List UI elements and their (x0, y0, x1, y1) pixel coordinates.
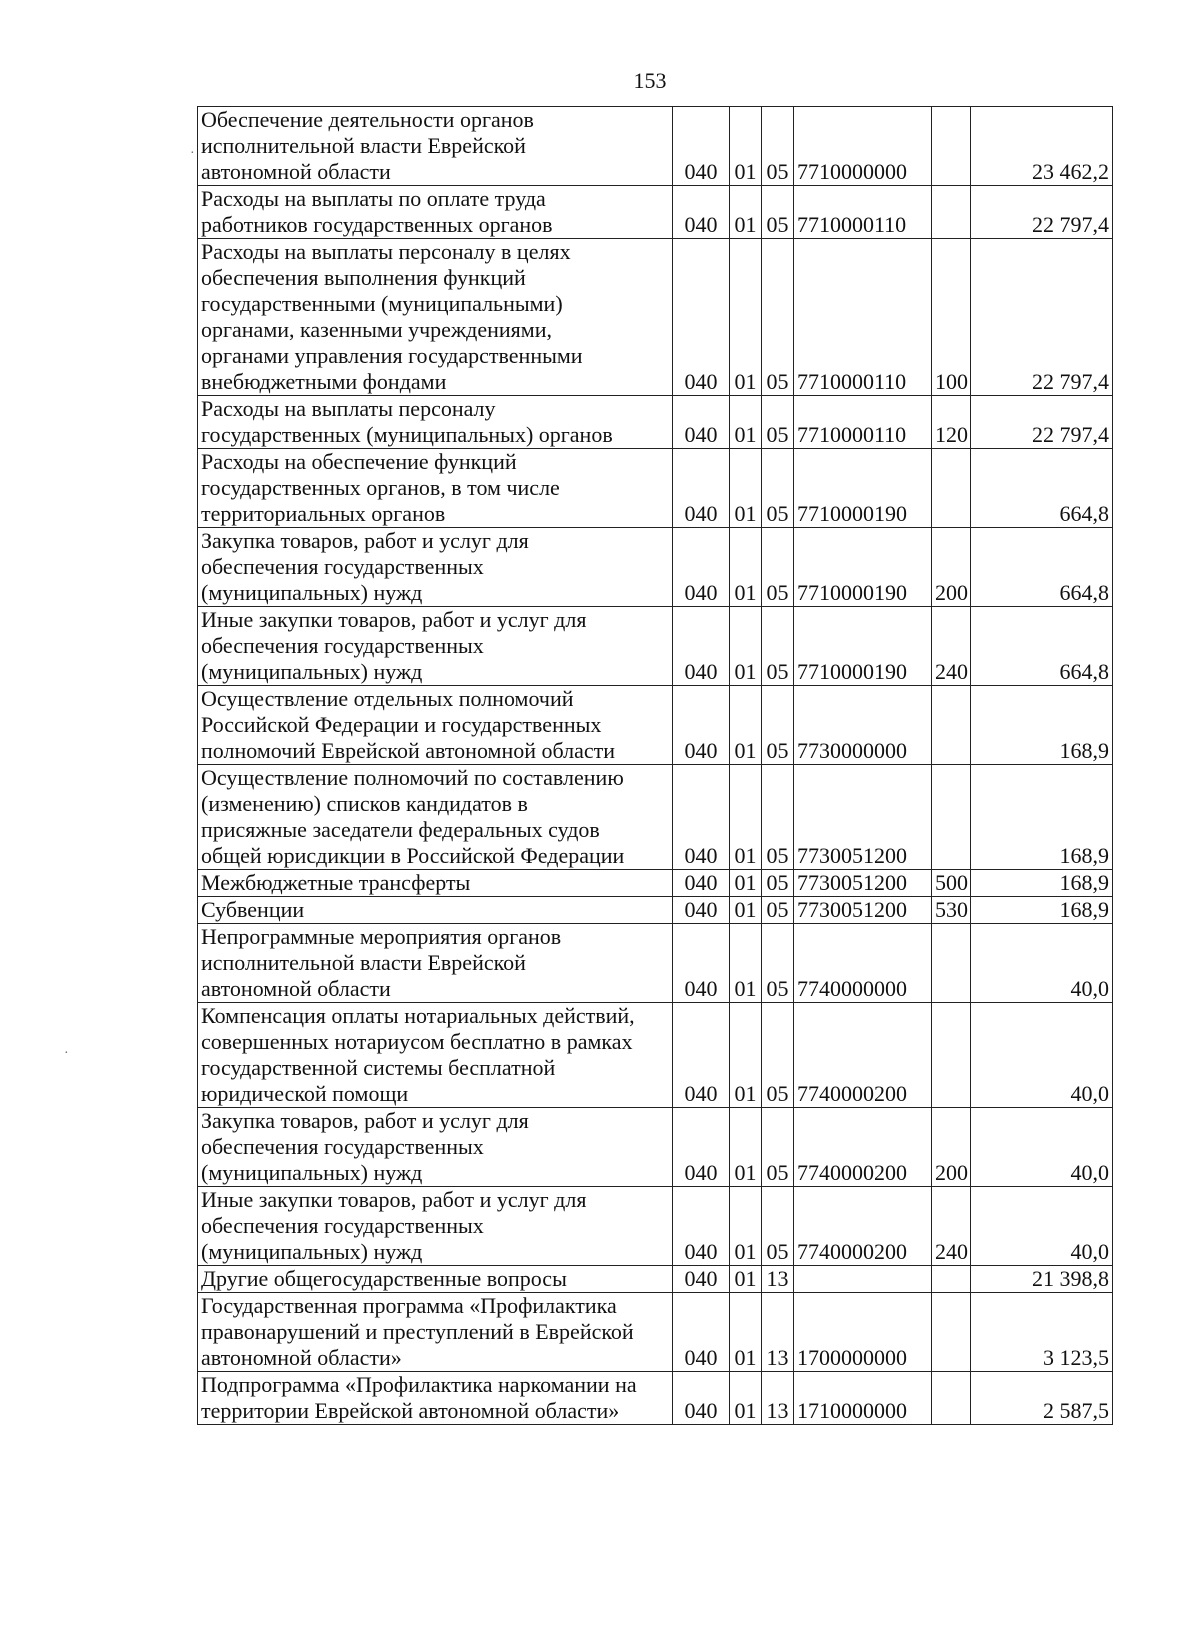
row-name-line: Иные закупки товаров, работ и услуг для (201, 1187, 587, 1212)
subsection-code-cell: 05 (762, 396, 794, 449)
row-name-line: Расходы на выплаты персоналу (201, 396, 496, 421)
row-name-line: Компенсация оплаты нотариальных действий, (201, 1003, 635, 1028)
table-row (198, 528, 1113, 607)
amount-cell: 168,9 (971, 765, 1113, 870)
table-row (198, 870, 1113, 897)
section-code-cell: 01 (730, 1187, 762, 1266)
row-name-line: государственных (муниципальных) органов (201, 422, 613, 447)
amount-cell: 2 587,5 (971, 1372, 1113, 1425)
section-code-cell: 01 (730, 186, 762, 239)
row-name-line: Осуществление отдельных полномочий (201, 686, 574, 711)
expense-type-cell (932, 1003, 971, 1108)
row-name-cell (198, 239, 673, 396)
ved-code-cell: 040 (673, 449, 730, 528)
target-article-cell: 7730051200 (794, 897, 932, 924)
expense-type-cell (932, 765, 971, 870)
expense-type-cell: 200 (932, 528, 971, 607)
expense-type-cell (932, 107, 971, 186)
table-row (198, 607, 1113, 686)
row-name-line: юридической помощи (201, 1081, 409, 1106)
row-name-line: государственных органов, в том числе (201, 475, 560, 500)
ved-code-cell: 040 (673, 1108, 730, 1187)
scan-speck: · (190, 146, 195, 161)
row-name-line: Иные закупки товаров, работ и услуг для (201, 607, 587, 632)
subsection-code-cell: 05 (762, 1003, 794, 1108)
row-name-line: исполнительной власти Еврейской (201, 133, 526, 158)
subsection-code-cell: 05 (762, 107, 794, 186)
target-article-cell: 7710000190 (794, 607, 932, 686)
row-name-line: правонарушений и преступлений в Еврейской (201, 1319, 634, 1344)
amount-cell: 22 797,4 (971, 239, 1113, 396)
amount-cell: 168,9 (971, 897, 1113, 924)
subsection-code-cell: 05 (762, 870, 794, 897)
row-name-cell (198, 396, 673, 449)
table-row (198, 686, 1113, 765)
ved-code-cell: 040 (673, 239, 730, 396)
table-row (198, 1108, 1113, 1187)
target-article-cell: 1700000000 (794, 1293, 932, 1372)
row-name-cell (198, 1293, 673, 1372)
row-name-cell (198, 186, 673, 239)
row-name-line: обеспечения государственных (201, 633, 484, 658)
subsection-code-cell: 05 (762, 186, 794, 239)
ved-code-cell: 040 (673, 924, 730, 1003)
row-name-line: обеспечения государственных (201, 1213, 484, 1238)
ved-code-cell: 040 (673, 107, 730, 186)
amount-cell: 168,9 (971, 686, 1113, 765)
row-name-line: Закупка товаров, работ и услуг для (201, 528, 529, 553)
ved-code-cell: 040 (673, 897, 730, 924)
row-name-cell (198, 1108, 673, 1187)
row-name-line: (муниципальных) нужд (201, 1239, 423, 1264)
target-article-cell: 7740000000 (794, 924, 932, 1003)
row-name-line: Непрограммные мероприятия органов (201, 924, 562, 949)
expense-type-cell: 120 (932, 396, 971, 449)
row-name-line: территории Еврейской автономной области» (201, 1398, 620, 1423)
row-name-line: полномочий Еврейской автономной области (201, 738, 616, 763)
expense-type-cell: 240 (932, 607, 971, 686)
section-code-cell: 01 (730, 924, 762, 1003)
ved-code-cell: 040 (673, 1372, 730, 1425)
subsection-code-cell: 05 (762, 1187, 794, 1266)
ved-code-cell: 040 (673, 1003, 730, 1108)
table-row (198, 186, 1113, 239)
ved-code-cell: 040 (673, 870, 730, 897)
amount-cell: 3 123,5 (971, 1293, 1113, 1372)
subsection-code-cell: 05 (762, 607, 794, 686)
table-row (198, 1293, 1113, 1372)
section-code-cell: 01 (730, 897, 762, 924)
row-name-line: органами управления государственными (201, 343, 583, 368)
target-article-cell (794, 1266, 932, 1293)
subsection-code-cell: 05 (762, 239, 794, 396)
row-name-line: Российской Федерации и государственных (201, 712, 602, 737)
subsection-code-cell: 05 (762, 924, 794, 1003)
target-article-cell: 1710000000 (794, 1372, 932, 1425)
row-name-cell (198, 897, 673, 924)
table-row (198, 924, 1113, 1003)
amount-cell: 22 797,4 (971, 186, 1113, 239)
row-name-line: Подпрограмма «Профилактика наркомании на (201, 1372, 637, 1397)
row-name-line: работников государственных органов (201, 212, 553, 237)
section-code-cell: 01 (730, 686, 762, 765)
row-name-line: общей юрисдикции в Российской Федерации (201, 843, 625, 868)
subsection-code-cell: 13 (762, 1372, 794, 1425)
amount-cell: 168,9 (971, 870, 1113, 897)
row-name-line: (муниципальных) нужд (201, 659, 423, 684)
page-number: 153 (633, 68, 667, 93)
row-name-line: автономной области (201, 159, 391, 184)
target-article-cell: 7740000200 (794, 1003, 932, 1108)
amount-cell: 40,0 (971, 924, 1113, 1003)
ved-code-cell: 040 (673, 186, 730, 239)
target-article-cell: 7710000110 (794, 396, 932, 449)
budget-table (197, 106, 1113, 1425)
row-name-line: Расходы на выплаты персоналу в целях (201, 239, 571, 264)
table-row (198, 1266, 1113, 1293)
target-article-cell: 7740000200 (794, 1187, 932, 1266)
amount-cell: 40,0 (971, 1003, 1113, 1108)
ved-code-cell: 040 (673, 1187, 730, 1266)
ved-code-cell: 040 (673, 1293, 730, 1372)
subsection-code-cell: 13 (762, 1293, 794, 1372)
row-name-cell (198, 607, 673, 686)
section-code-cell: 01 (730, 1003, 762, 1108)
row-name-cell (198, 449, 673, 528)
table-row (198, 239, 1113, 396)
expense-type-cell (932, 686, 971, 765)
row-name-cell (198, 528, 673, 607)
section-code-cell: 01 (730, 870, 762, 897)
subsection-code-cell: 13 (762, 1266, 794, 1293)
table-row (198, 107, 1113, 186)
amount-cell: 23 462,2 (971, 107, 1113, 186)
row-name-line: Расходы на выплаты по оплате труда (201, 186, 546, 211)
amount-cell: 40,0 (971, 1108, 1113, 1187)
expense-type-cell: 200 (932, 1108, 971, 1187)
expense-type-cell: 240 (932, 1187, 971, 1266)
row-name-line: Государственная программа «Профилактика (201, 1293, 617, 1318)
section-code-cell: 01 (730, 1108, 762, 1187)
target-article-cell: 7710000190 (794, 449, 932, 528)
subsection-code-cell: 05 (762, 897, 794, 924)
target-article-cell: 7710000110 (794, 239, 932, 396)
amount-cell: 21 398,8 (971, 1266, 1113, 1293)
target-article-cell: 7710000110 (794, 186, 932, 239)
section-code-cell: 01 (730, 607, 762, 686)
row-name-line: обеспечения государственных (201, 1134, 484, 1159)
row-name-line: обеспечения выполнения функций (201, 265, 526, 290)
row-name-cell (198, 924, 673, 1003)
row-name-cell (198, 1187, 673, 1266)
row-name-line: органами, казенными учреждениями, (201, 317, 552, 342)
amount-cell: 664,8 (971, 528, 1113, 607)
subsection-code-cell: 05 (762, 528, 794, 607)
section-code-cell: 01 (730, 396, 762, 449)
row-name-line: Закупка товаров, работ и услуг для (201, 1108, 529, 1133)
expense-type-cell: 100 (932, 239, 971, 396)
target-article-cell: 7740000200 (794, 1108, 932, 1187)
row-name-cell (198, 870, 673, 897)
section-code-cell: 01 (730, 239, 762, 396)
amount-cell: 22 797,4 (971, 396, 1113, 449)
row-name-line: автономной области» (201, 1345, 402, 1370)
row-name-line: Субвенции (201, 897, 305, 922)
expense-type-cell: 530 (932, 897, 971, 924)
row-name-line: совершенных нотариусом бесплатно в рамках (201, 1029, 633, 1054)
scan-speck: · (64, 1046, 69, 1061)
ved-code-cell: 040 (673, 607, 730, 686)
row-name-line: государственными (муниципальными) (201, 291, 563, 316)
row-name-line: Межбюджетные трансферты (201, 870, 471, 895)
row-name-line: автономной области (201, 976, 391, 1001)
ved-code-cell: 040 (673, 765, 730, 870)
row-name-cell (198, 765, 673, 870)
section-code-cell: 01 (730, 449, 762, 528)
target-article-cell: 7710000190 (794, 528, 932, 607)
table-row (198, 1187, 1113, 1266)
row-name-line: территориальных органов (201, 501, 446, 526)
row-name-line: исполнительной власти Еврейской (201, 950, 526, 975)
ved-code-cell: 040 (673, 528, 730, 607)
table-row (198, 765, 1113, 870)
section-code-cell: 01 (730, 528, 762, 607)
section-code-cell: 01 (730, 1372, 762, 1425)
row-name-line: обеспечения государственных (201, 554, 484, 579)
expense-type-cell (932, 1266, 971, 1293)
row-name-line: Обеспечение деятельности органов (201, 107, 534, 132)
table-row (198, 897, 1113, 924)
subsection-code-cell: 05 (762, 765, 794, 870)
section-code-cell: 01 (730, 107, 762, 186)
row-name-line: присяжные заседатели федеральных судов (201, 817, 600, 842)
expense-type-cell (932, 449, 971, 528)
expense-type-cell (932, 186, 971, 239)
row-name-line: Другие общегосударственные вопросы (201, 1266, 567, 1291)
amount-cell: 664,8 (971, 607, 1113, 686)
row-name-line: Расходы на обеспечение функций (201, 449, 517, 474)
row-name-cell (198, 1003, 673, 1108)
expense-type-cell (932, 1293, 971, 1372)
expense-type-cell: 500 (932, 870, 971, 897)
section-code-cell: 01 (730, 765, 762, 870)
amount-cell: 664,8 (971, 449, 1113, 528)
table-row (198, 449, 1113, 528)
row-name-cell (198, 107, 673, 186)
ved-code-cell: 040 (673, 1266, 730, 1293)
section-code-cell: 01 (730, 1266, 762, 1293)
table-row (198, 396, 1113, 449)
table-row (198, 1003, 1113, 1108)
row-name-line: (изменению) списков кандидатов в (201, 791, 528, 816)
expense-type-cell (932, 924, 971, 1003)
row-name-cell (198, 1372, 673, 1425)
table-body (198, 107, 1113, 1425)
row-name-line: государственной системы бесплатной (201, 1055, 556, 1080)
ved-code-cell: 040 (673, 686, 730, 765)
section-code-cell: 01 (730, 1293, 762, 1372)
target-article-cell: 7710000000 (794, 107, 932, 186)
subsection-code-cell: 05 (762, 1108, 794, 1187)
row-name-cell (198, 1266, 673, 1293)
table-row (198, 1372, 1113, 1425)
row-name-line: Осуществление полномочий по составлению (201, 765, 624, 790)
target-article-cell: 7730051200 (794, 765, 932, 870)
row-name-cell (198, 686, 673, 765)
subsection-code-cell: 05 (762, 686, 794, 765)
subsection-code-cell: 05 (762, 449, 794, 528)
row-name-line: (муниципальных) нужд (201, 1160, 423, 1185)
target-article-cell: 7730000000 (794, 686, 932, 765)
target-article-cell: 7730051200 (794, 870, 932, 897)
expense-type-cell (932, 1372, 971, 1425)
row-name-line: (муниципальных) нужд (201, 580, 423, 605)
ved-code-cell: 040 (673, 396, 730, 449)
row-name-line: внебюджетными фондами (201, 369, 447, 394)
amount-cell: 40,0 (971, 1187, 1113, 1266)
